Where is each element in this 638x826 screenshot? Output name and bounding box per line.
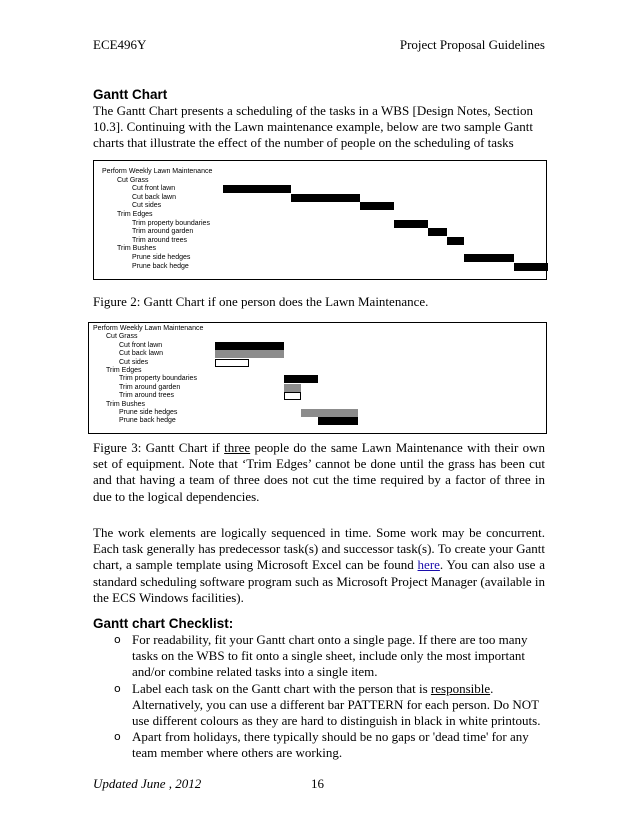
gantt-bar	[284, 375, 318, 383]
checklist	[93, 632, 545, 762]
gantt-task-label: Trim around garden	[132, 228, 194, 236]
gantt-task-label: Trim around garden	[119, 383, 181, 391]
gantt-bar	[428, 228, 447, 236]
gantt-bar	[215, 350, 284, 358]
gantt-bar	[318, 417, 358, 425]
sequencing-paragraph	[93, 525, 545, 606]
sequencing-post: . You can also use a standard scheduling software program such as Microsoft Project Manager (available in the ECS Windows facilities).	[93, 557, 545, 605]
checklist-item-2-responsible: responsible	[430, 680, 491, 696]
gantt-bar	[514, 263, 548, 271]
gantt-task-label: Trim Bushes	[106, 400, 146, 408]
gantt-task-label: Prune side hedges	[119, 409, 178, 416]
header-right: Project Proposal Guidelines	[399, 37, 545, 52]
header-left: ECE496Y	[93, 37, 147, 52]
checklist-item	[93, 729, 545, 761]
gantt-bar	[223, 185, 291, 193]
checklist-item	[93, 632, 545, 681]
gantt-bar	[284, 392, 301, 400]
gantt-task-label: Cut front lawn	[119, 341, 163, 349]
gantt-bar	[301, 409, 358, 417]
figure-3-caption-three: three	[224, 440, 251, 455]
gantt-task-label: Cut Grass	[106, 333, 138, 341]
figure-3-caption	[93, 440, 545, 505]
gantt-task-label: Cut front lawn	[132, 185, 176, 193]
intro-paragraph: The Gantt Chart presents a scheduling of the tasks in a WBS [Design Notes, Section 10.3]. Continuing with the Lawn maintenance example, below are two sample Gantt charts that illustrate the effect of the number of people on the scheduling of tasks	[93, 103, 533, 151]
gantt-task-label: Trim property boundaries	[119, 375, 197, 383]
sequencing-pre: The work elements are logically sequenced in time. Some work may be concurrent. Each task generally has predecessor task(s) and successor task(s). To create your Gantt chart, a sample template using Microsoft Excel can be found	[93, 525, 545, 573]
gantt-bar	[215, 342, 284, 350]
gantt-chart-three-people	[88, 322, 547, 434]
gantt-task-label: Trim Bushes	[117, 245, 157, 253]
figure-3-caption-pre: Figure 3: Gantt Chart if	[93, 440, 225, 455]
gantt-bar	[360, 202, 394, 210]
gantt-bar	[447, 237, 464, 245]
gantt-chart-one-person	[93, 160, 547, 280]
checklist-item-2-pre: Label each task on the Gantt chart with the person that is	[132, 680, 431, 696]
gantt-task-label: Cut Grass	[117, 176, 149, 184]
gantt-task-label: Trim Edges	[117, 211, 153, 218]
bullet-icon: o	[114, 681, 121, 695]
footer-updated: Updated June , 2012	[93, 776, 202, 791]
gantt-bar	[291, 194, 359, 202]
checklist-title: Gantt chart Checklist:	[93, 616, 234, 631]
gantt-bar	[284, 384, 301, 392]
gantt-task-label: Trim around trees	[119, 392, 174, 400]
gantt-task-label: Prune side hedges	[132, 254, 191, 261]
gantt-task-label: Prune back hedge	[119, 417, 176, 425]
gantt-task-label: Perform Weekly Lawn Maintenance	[102, 168, 213, 175]
gantt-task-label: Trim Edges	[106, 367, 142, 374]
gantt-task-label: Trim around trees	[132, 236, 187, 244]
figure-2-caption: Figure 2: Gantt Chart if one person does the Lawn Maintenance.	[93, 294, 429, 309]
gantt-task-label: Trim property boundaries	[132, 219, 210, 227]
bullet-icon: o	[114, 633, 121, 646]
gantt-bar	[215, 359, 249, 367]
checklist-item-2-post: . Alternatively, you can use a different bar PATTERN for each person. Do NOT use different colours as they are hard to distinguish in black in white printouts.	[132, 680, 541, 729]
gantt-bar	[464, 254, 514, 262]
checklist-item	[93, 681, 545, 730]
figure-3-caption-post: people do the same Lawn Maintenance with their own set of equipment. Note that ‘Trim Edges’ cannot be done until the grass has been cut and that having a team of three does not cut the time required by a factor of three in due to the logical dependencies.	[93, 440, 545, 504]
gantt-bar	[394, 220, 428, 228]
page-number: 16	[311, 776, 324, 791]
checklist-item-3-text: Apart from holidays, there typically should be no gaps or 'dead time' for any team member where others are working.	[132, 729, 529, 761]
gantt-task-label: Prune back hedge	[132, 262, 189, 270]
bullet-icon: o	[114, 730, 121, 744]
gantt-task-label: Cut back lawn	[132, 193, 176, 201]
gantt-task-label: Cut sides	[119, 358, 149, 366]
gantt-task-label: Perform Weekly Lawn Maintenance	[93, 325, 204, 332]
gantt-task-label: Cut back lawn	[119, 350, 163, 358]
template-here-link[interactable]: here	[417, 557, 440, 573]
section-title: Gantt Chart	[93, 87, 168, 102]
checklist-item-1-text: For readability, fit your Gantt chart onto a single page. If there are too many tasks on the WBS to fit onto a single sheet, include only the most important and/or combine related tasks into a single item.	[132, 632, 528, 680]
gantt-task-label: Cut sides	[132, 202, 162, 210]
